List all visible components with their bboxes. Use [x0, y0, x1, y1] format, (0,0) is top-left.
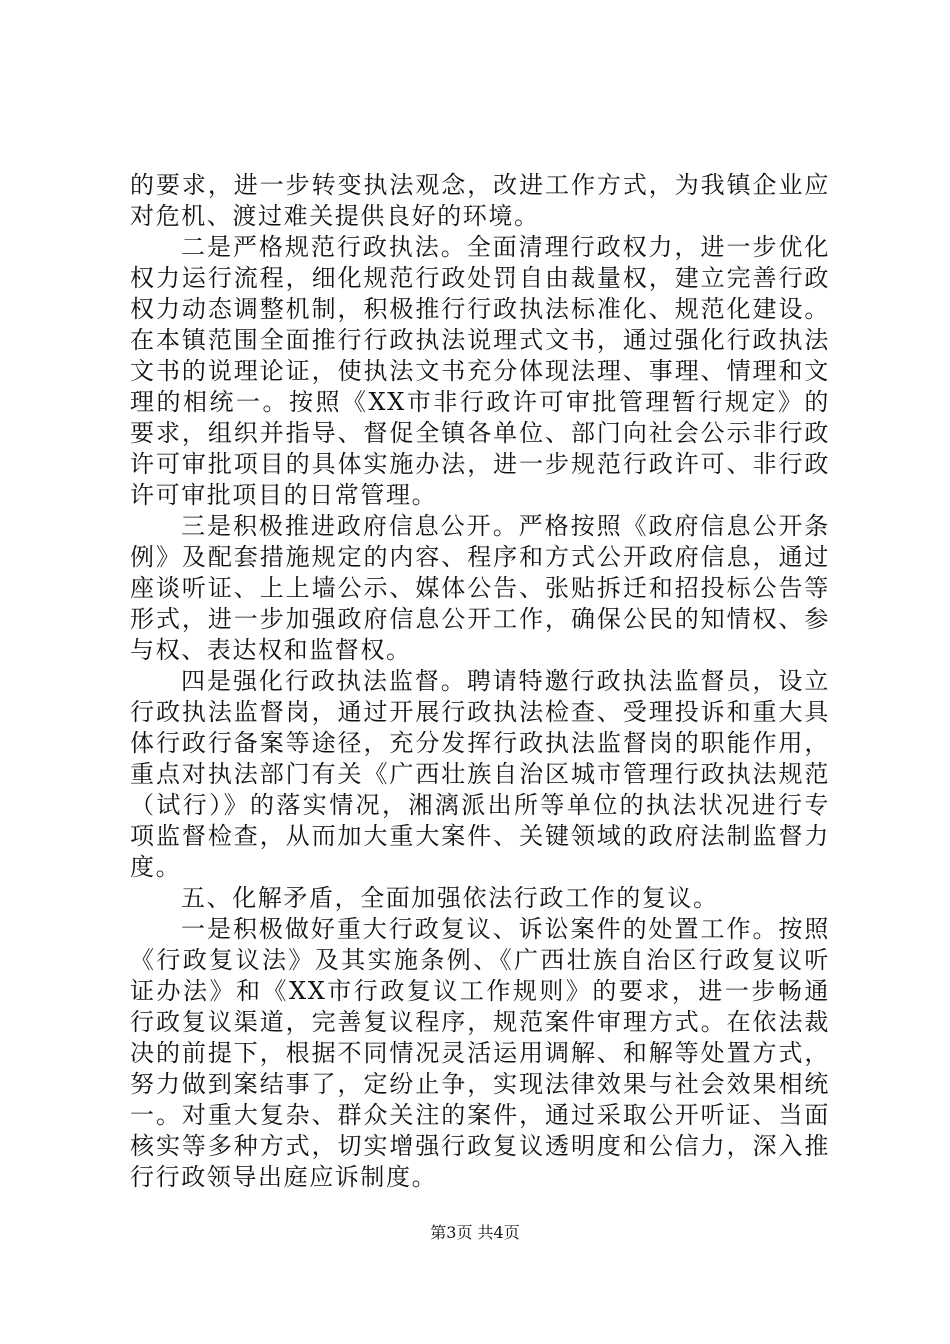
paragraph-continuation: 的要求，进一步转变执法观念，改进工作方式，为我镇企业应对危机、渡过难关提供良好的环境。	[130, 171, 830, 230]
document-body	[130, 170, 830, 1193]
paragraph-enforcement-supervision: 四是强化行政执法监督。聘请特邀行政执法监督员，设立行政执法监督岗，通过开展行政执法检查、受理投诉和重大具体行政行备案等途径，充分发挥行政执法监督岗的职能作用，重点对执法部门有关《广西壮族自治区城市管理行政执法规范（试行）》的落实情况，湘漓派出所等单位的执法状况进行专项监督检查，从而加大重大案件、关键领域的政府法制监督力度。	[130, 667, 830, 881]
section-heading-five: 五、化解矛盾，全面加强依法行政工作的复议。	[181, 884, 719, 912]
paragraph-information-disclosure: 三是积极推进政府信息公开。严格按照《政府信息公开条例》及配套措施规定的内容、程序和方式公开政府信息，通过座谈听证、上上墙公示、媒体公告、张贴拆迁和招投标公告等形式，进一步加强政府信息公开工作，确保公民的知情权、参与权、表达权和监督权。	[130, 512, 830, 664]
paragraph-administrative-review: 一是积极做好重大行政复议、诉讼案件的处置工作。按照《行政复议法》及其实施条例、《广西壮族自治区行政复议听证办法》和《XX市行政复议工作规则》的要求，进一步畅通行政复议渠道，完善复议程序，规范案件审理方式。在依法裁决的前提下，根据不同情况灵活运用调解、和解等处置方式，努力做到案结事了，定纷止争，实现法律效果与社会效果相统一。对重大复杂、群众关注的案件，通过采取公开听证、当面核实等多种方式，切实增强行政复议透明度和公信力，深入推行行政领导出庭应诉制度。	[130, 915, 830, 1191]
page-footer: 第3页 共4页	[430, 1223, 520, 1242]
paragraph-administrative-enforcement: 二是严格规范行政执法。全面清理行政权力，进一步优化权力运行流程，细化规范行政处罚自由裁量权，建立完善行政权力动态调整机制，积极推行行政执法标准化、规范化建设。在本镇范围全面推行行政执法说理式文书，通过强化行政执法文书的说理论证，使执法文书充分体现法理、事理、情理和文理的相统一。按照《XX市非行政许可审批管理暂行规定》的要求，组织并指导、督促全镇各单位、部门向社会公示非行政许可审批项目的具体实施办法，进一步规范行政许可、非行政许可审批项目的日常管理。	[130, 233, 830, 509]
